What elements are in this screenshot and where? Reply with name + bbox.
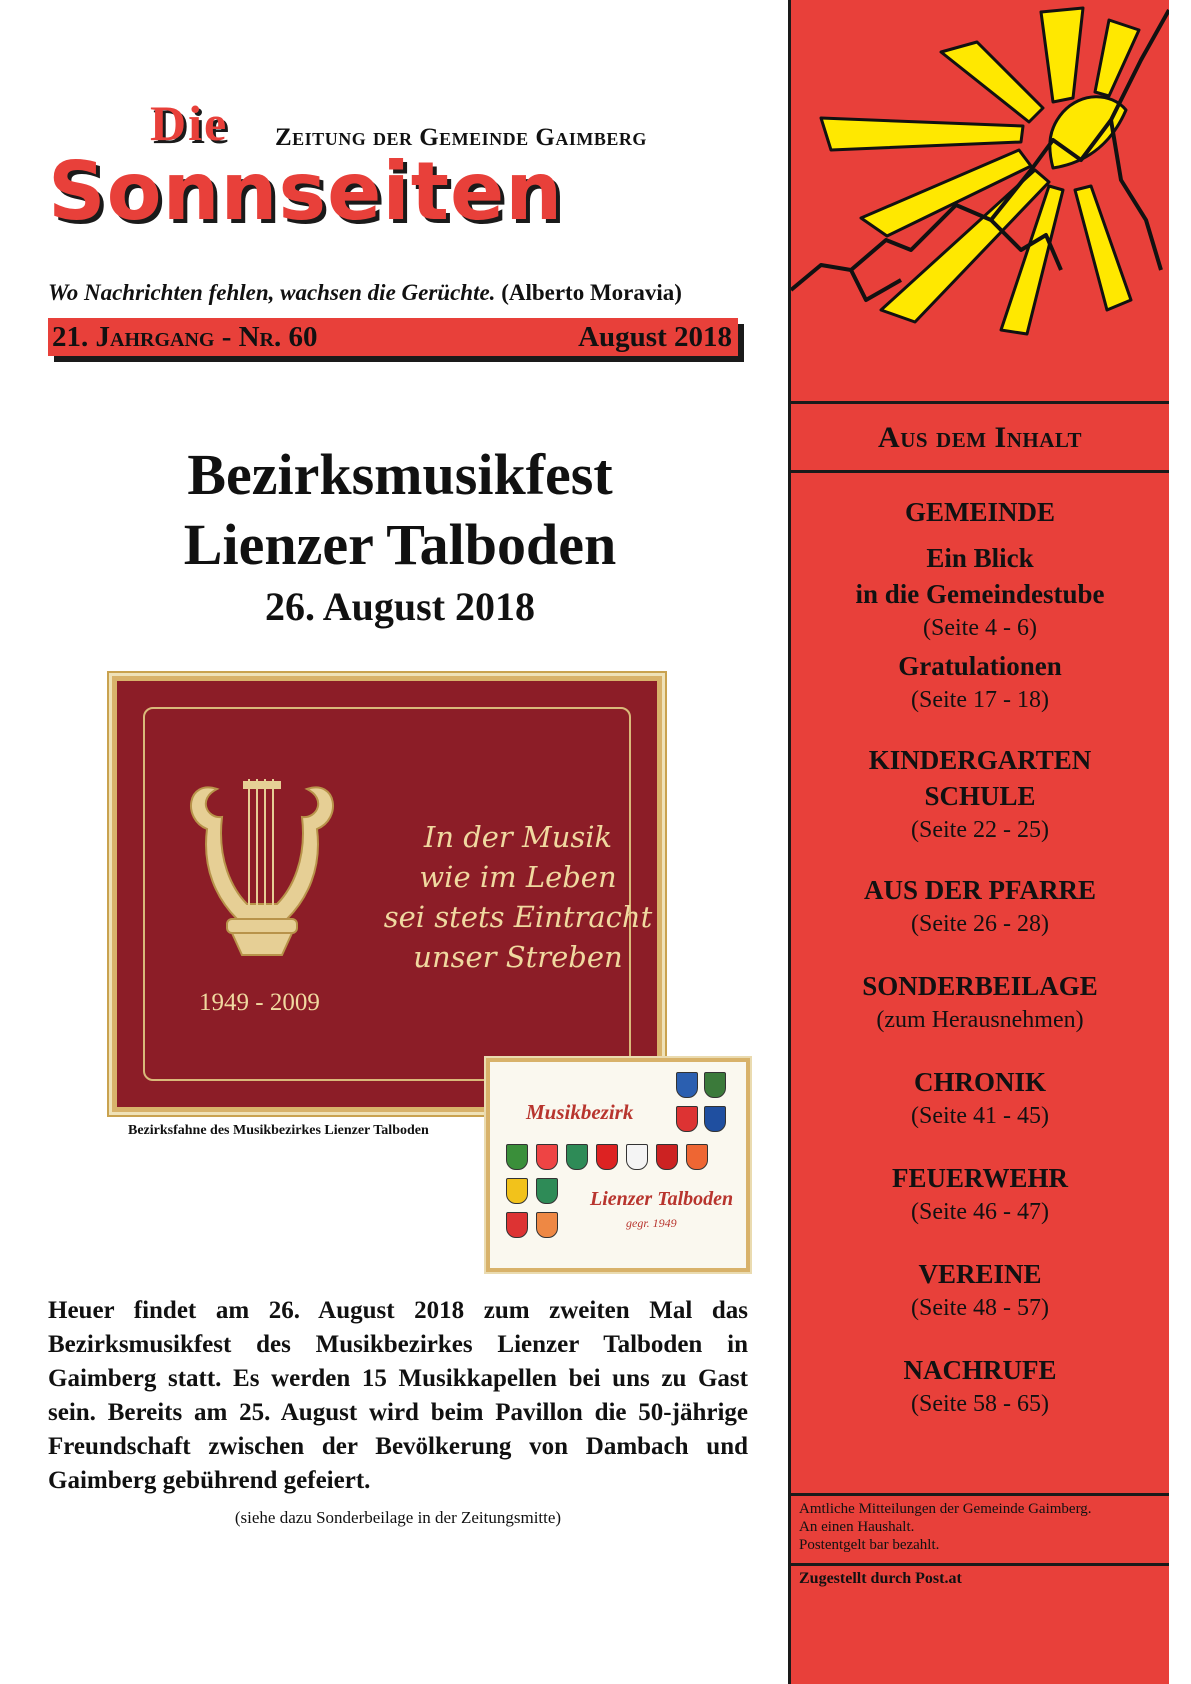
toc-pages: (Seite 4 - 6): [923, 615, 1037, 641]
toc-pages: (Seite 58 - 65): [911, 1391, 1049, 1417]
headline-line1: Bezirksmusikfest: [187, 442, 613, 507]
article-note: (siehe dazu Sonderbeilage in der Zeitungsmitte): [234, 1508, 562, 1527]
toc-section-title: VEREINE: [918, 1259, 1042, 1289]
district-card-image: [486, 1058, 750, 1272]
masthead-quote: [48, 280, 682, 306]
inhalt-title: Aus dem Inhalt: [878, 421, 1082, 454]
motto-line: sei stets Eintracht: [383, 900, 653, 934]
coat-of-arms-icon: [506, 1212, 528, 1238]
issue-date: August 2018: [578, 321, 732, 353]
toc-section-chronik: [791, 1064, 1169, 1132]
toc-pages: (Seite 46 - 47): [911, 1199, 1049, 1225]
masthead-title: Sonnseiten: [48, 145, 564, 238]
toc-section-pfarre: [791, 872, 1169, 940]
sidebar: [788, 0, 1169, 1684]
rule: [791, 470, 1169, 473]
toc-entry: Ein Blick: [926, 543, 1034, 573]
district-banner-image: [112, 676, 662, 1112]
toc-section-feuerwehr: [791, 1160, 1169, 1228]
toc-section-title: KINDERGARTEN SCHULE: [868, 745, 1092, 811]
coat-of-arms-icon: [656, 1144, 678, 1170]
footer-note: Postentgelt bar bezahlt.: [799, 1537, 940, 1553]
rule: [791, 1493, 1169, 1496]
motto-line: In der Musik: [423, 820, 613, 854]
toc-section-title: SONDERBEILAGE: [862, 971, 1098, 1001]
coat-of-arms-icon: [506, 1178, 528, 1204]
quote-author: (Alberto Moravia): [501, 280, 682, 305]
toc-pages: (Seite 26 - 28): [911, 911, 1049, 937]
masthead-die: Die: [150, 95, 229, 151]
coat-of-arms-icon: [596, 1144, 618, 1170]
coat-of-arms-icon: [536, 1178, 558, 1204]
toc-section-sonderbeilage: [791, 968, 1169, 1036]
table-of-contents: [791, 490, 1169, 1420]
footer-note: An einen Haushalt.: [799, 1519, 915, 1535]
toc-pages: (Seite 22 - 25): [911, 817, 1049, 843]
toc-entry: in die Gemeindestube: [855, 579, 1105, 609]
coat-of-arms-icon: [626, 1144, 648, 1170]
headline-date: 26. August 2018: [264, 584, 536, 629]
sun-mountain-logo: [791, 0, 1169, 400]
card-founded: gegr. 1949: [626, 1216, 677, 1230]
quote-text: Wo Nachrichten fehlen, wachsen die Gerüchte.: [48, 280, 496, 305]
toc-section-title: GEMEINDE: [904, 497, 1056, 527]
coat-of-arms-icon: [506, 1144, 528, 1170]
coat-of-arms-icon: [676, 1072, 698, 1098]
coat-of-arms-icon: [704, 1106, 726, 1132]
toc-section-title: NACHRUFE: [903, 1355, 1057, 1385]
toc-section-title: CHRONIK: [913, 1067, 1046, 1097]
coat-of-arms-icon: [676, 1106, 698, 1132]
issue-number: 21. Jahrgang - Nr. 60: [52, 321, 318, 353]
toc-pages: (Seite 48 - 57): [911, 1295, 1049, 1321]
rule: [791, 401, 1169, 404]
delivered-by: Zugestellt durch Post.at: [799, 1570, 962, 1587]
rule: [791, 1563, 1169, 1566]
toc-pages: (zum Herausnehmen): [876, 1007, 1084, 1033]
lyre-icon: [177, 759, 347, 969]
card-title: Musikbezirk: [526, 1100, 634, 1124]
toc-section-title: AUS DER PFARRE: [863, 875, 1096, 905]
toc-pages: (Seite 17 - 18): [911, 687, 1049, 713]
motto-line: wie im Leben: [419, 860, 617, 894]
toc-section-vereine: [791, 1256, 1169, 1324]
banner-caption: Bezirksfahne des Musikbezirkes Lienzer Talboden: [128, 1123, 429, 1138]
headline: [60, 440, 740, 630]
toc-pages: (Seite 41 - 45): [911, 1103, 1049, 1129]
footer-note: Amtliche Mitteilungen der Gemeinde Gaimberg.: [799, 1501, 1092, 1517]
issue-bar: [48, 318, 738, 356]
card-name: Lienzer Talboden: [590, 1188, 734, 1210]
toc-section-gemeinde: [791, 494, 1169, 716]
coat-of-arms-icon: [704, 1072, 726, 1098]
headline-line2: Lienzer Talboden: [183, 512, 617, 577]
motto-line: unser Streben: [413, 940, 623, 974]
coat-of-arms-icon: [536, 1212, 558, 1238]
masthead-tagline: Zeitung der Gemeinde Gaimberg: [275, 124, 647, 151]
toc-section-nachrufe: [791, 1352, 1169, 1420]
coat-of-arms-icon: [566, 1144, 588, 1170]
toc-entry: Gratulationen: [898, 651, 1062, 681]
toc-section-title: FEUERWEHR: [891, 1163, 1069, 1193]
banner-years: 1949 - 2009: [199, 989, 320, 1016]
coat-of-arms-icon: [536, 1144, 558, 1170]
banner-motto: [353, 817, 683, 977]
article-text: Heuer findet am 26. August 2018 zum zweiten Mal das Bezirksmusikfest des Musikbezirkes Lienzer Talboden in Gaimberg statt. Es werden 15 Musikkapellen bei uns zu Gast sein. Bereits am 25. August wird beim Pavillon die 50-jährige Freundschaft zwischen der Bevölkerung von Dambach und Gaimberg gebührend gefeiert.: [48, 1297, 748, 1494]
toc-section-kindergarten: [791, 742, 1169, 846]
footer-notes: [799, 1500, 1164, 1554]
coat-of-arms-icon: [686, 1144, 708, 1170]
